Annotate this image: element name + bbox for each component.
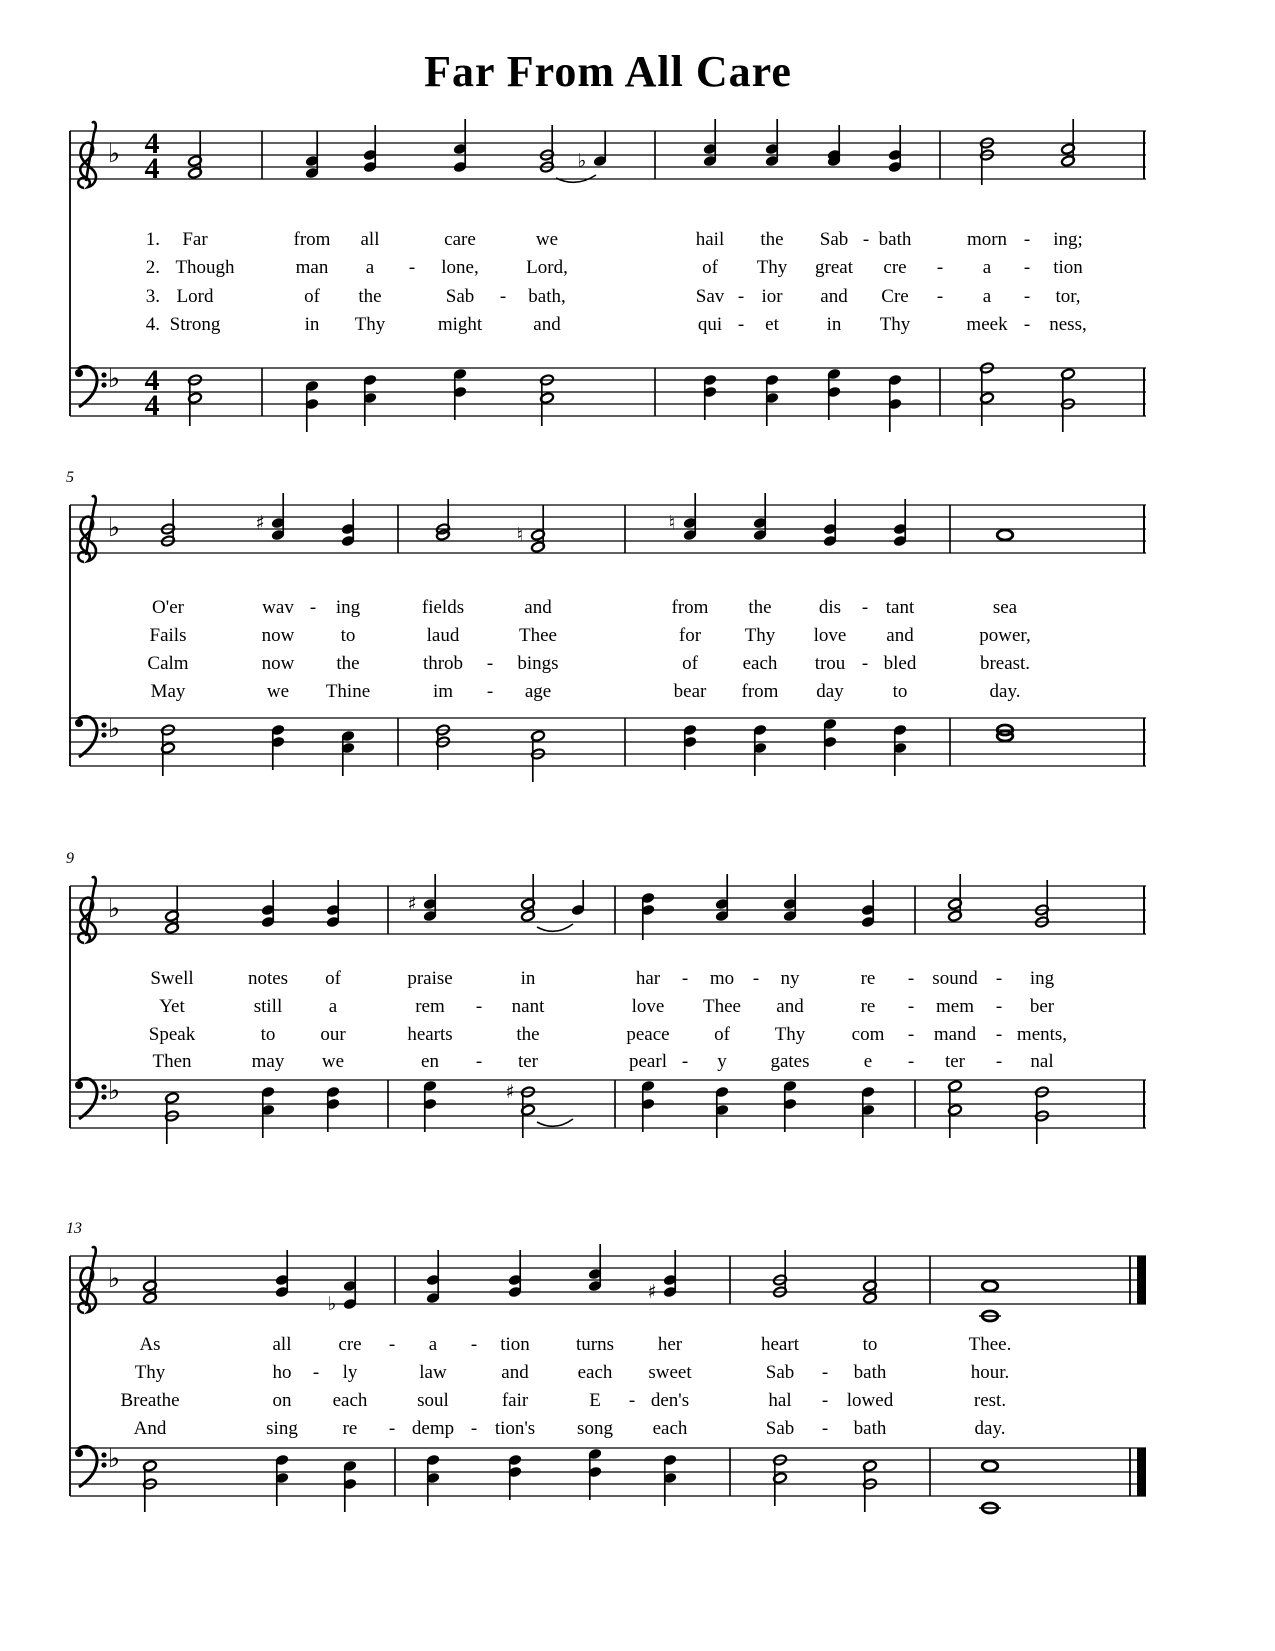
lyric-syllable: Fails bbox=[149, 625, 187, 646]
key-signature-flat: ♭ bbox=[107, 1076, 121, 1106]
lyric-syllable: - bbox=[737, 314, 745, 335]
lyric-syllable: ber bbox=[1029, 996, 1055, 1017]
lyric-syllable: mand bbox=[933, 1024, 977, 1045]
lyric-syllable: law bbox=[419, 1362, 447, 1383]
lyric-syllable: - bbox=[408, 257, 416, 278]
lyric-syllable: Far bbox=[182, 229, 208, 250]
lyric-syllable: hal bbox=[768, 1390, 792, 1411]
lyric-syllable: now bbox=[261, 653, 295, 674]
lyric-syllable: ho bbox=[272, 1362, 292, 1383]
lyric-syllable: May bbox=[150, 681, 186, 702]
lyric-syllable: to bbox=[892, 681, 908, 702]
lyric-syllable: - bbox=[821, 1418, 829, 1439]
svg-text:♯: ♯ bbox=[647, 1281, 657, 1303]
lyric-syllable: - bbox=[681, 1051, 689, 1072]
lyric-syllable: - bbox=[995, 968, 1003, 989]
lyric-syllable: each bbox=[577, 1362, 613, 1383]
lyric-syllable: her bbox=[657, 1334, 683, 1355]
lyric-syllable: of bbox=[325, 968, 341, 989]
lyric-syllable: - bbox=[752, 968, 760, 989]
page-title: Far From All Care bbox=[424, 47, 792, 96]
lyric-syllable: bath bbox=[853, 1362, 887, 1383]
lyric-syllable: turns bbox=[576, 1334, 614, 1355]
lyric-syllable: Lord, bbox=[526, 257, 568, 278]
lyric-syllable: - bbox=[475, 1051, 483, 1072]
lyric-syllable: y bbox=[717, 1051, 727, 1072]
lyric-syllable: ing bbox=[1029, 968, 1055, 989]
lyric-syllable: might bbox=[437, 314, 483, 335]
lyric-syllable: - bbox=[936, 286, 944, 307]
lyric-syllable: re bbox=[342, 1418, 358, 1439]
lyric-syllable: from bbox=[671, 597, 709, 618]
lyric-syllable: - bbox=[486, 681, 494, 702]
key-signature-flat: ♭ bbox=[107, 894, 121, 924]
lyric-syllable: laud bbox=[426, 625, 460, 646]
verse-number: 4. bbox=[145, 314, 160, 335]
lyric-syllable: Yet bbox=[159, 996, 185, 1017]
measure-number: 9 bbox=[66, 850, 74, 867]
time-signature: 4 bbox=[144, 364, 160, 397]
lyric-syllable: Thee bbox=[519, 625, 557, 646]
lyric-syllable: - bbox=[737, 286, 745, 307]
lyric-syllable: ing bbox=[335, 597, 361, 618]
lyric-syllable: fair bbox=[501, 1390, 529, 1411]
lyric-syllable: pearl bbox=[629, 1051, 667, 1072]
lyric-syllable: from bbox=[741, 681, 779, 702]
lyric-syllable: - bbox=[861, 653, 869, 674]
lyric-syllable: the bbox=[358, 286, 382, 307]
lyric-syllable: en bbox=[421, 1051, 439, 1072]
key-signature-flat: ♭ bbox=[107, 1444, 121, 1474]
lyric-syllable: tion's bbox=[494, 1418, 536, 1439]
lyric-syllable: sea bbox=[992, 597, 1018, 618]
lyric-syllable: nant bbox=[511, 996, 545, 1017]
lyric-syllable: Strong bbox=[169, 314, 221, 335]
lyric-syllable: - bbox=[907, 968, 915, 989]
lyric-syllable: Thy bbox=[774, 1024, 806, 1045]
lyric-syllable: to bbox=[260, 1024, 276, 1045]
lyric-syllable: Speak bbox=[148, 1024, 196, 1045]
lyric-syllable: a bbox=[428, 1334, 438, 1355]
lyric-syllable: love bbox=[813, 625, 847, 646]
lyric-syllable: - bbox=[995, 1051, 1003, 1072]
lyric-syllable: Though bbox=[175, 257, 235, 278]
lyric-syllable: har bbox=[635, 968, 661, 989]
time-signature: 4 bbox=[144, 389, 160, 422]
lyric-syllable: com bbox=[851, 1024, 885, 1045]
lyric-syllable: rem bbox=[415, 996, 445, 1017]
lyric-syllable: now bbox=[261, 625, 295, 646]
lyric-syllable: Thy bbox=[354, 314, 386, 335]
lyric-syllable: cre bbox=[883, 257, 907, 278]
lyric-syllable: - bbox=[475, 996, 483, 1017]
lyric-syllable: - bbox=[907, 1024, 915, 1045]
measure-number: 5 bbox=[66, 469, 74, 486]
lyric-syllable: - bbox=[312, 1362, 320, 1383]
lyric-syllable: from bbox=[293, 229, 331, 250]
lyric-syllable: a bbox=[365, 257, 375, 278]
lyric-syllable: nal bbox=[1030, 1051, 1054, 1072]
lyric-syllable: day. bbox=[974, 1418, 1006, 1439]
lyric-syllable: trou bbox=[814, 653, 846, 674]
lyric-syllable: in bbox=[826, 314, 842, 335]
lyric-syllable: And bbox=[133, 1418, 167, 1439]
lyric-syllable: re bbox=[860, 968, 876, 989]
lyric-syllable: tion bbox=[500, 1334, 530, 1355]
lyric-syllable: day bbox=[816, 681, 844, 702]
lyric-syllable: in bbox=[520, 968, 536, 989]
lyric-syllable: demp bbox=[411, 1418, 455, 1439]
lyric-syllable: and bbox=[776, 996, 804, 1017]
lyric-syllable: all bbox=[360, 229, 380, 250]
lyric-syllable: - bbox=[907, 996, 915, 1017]
svg-text:♯: ♯ bbox=[505, 1081, 515, 1103]
lyric-syllable: - bbox=[861, 597, 869, 618]
lyric-syllable: ter bbox=[517, 1051, 539, 1072]
lyric-syllable: we bbox=[321, 1051, 345, 1072]
lyric-syllable: Sab bbox=[765, 1418, 795, 1439]
lyric-syllable: the bbox=[760, 229, 784, 250]
lyric-syllable: and bbox=[501, 1362, 529, 1383]
lyric-syllable: hail bbox=[695, 229, 725, 250]
lyric-syllable: cre bbox=[338, 1334, 362, 1355]
lyric-syllable: - bbox=[628, 1390, 636, 1411]
lyric-syllable: - bbox=[1023, 314, 1031, 335]
lyric-syllable: Sab bbox=[819, 229, 849, 250]
lyric-syllable: et bbox=[765, 314, 779, 335]
time-signature: 4 bbox=[144, 152, 160, 185]
svg-text:♭: ♭ bbox=[577, 150, 587, 172]
svg-text:♯: ♯ bbox=[407, 893, 417, 915]
lyric-syllable: gates bbox=[770, 1051, 810, 1072]
lyric-syllable: breast. bbox=[979, 653, 1031, 674]
lyric-syllable: care bbox=[444, 229, 476, 250]
lyric-syllable: ing; bbox=[1053, 229, 1083, 250]
lyric-syllable: power, bbox=[979, 625, 1031, 646]
lyric-syllable: and bbox=[524, 597, 552, 618]
lyric-syllable: tant bbox=[885, 597, 915, 618]
lyric-syllable: of bbox=[682, 653, 698, 674]
lyric-syllable: to bbox=[862, 1334, 878, 1355]
lyric-syllable: ter bbox=[944, 1051, 966, 1072]
verse-number: 2. bbox=[145, 257, 160, 278]
lyric-syllable: on bbox=[272, 1390, 292, 1411]
lyric-syllable: rest. bbox=[973, 1390, 1007, 1411]
lyric-syllable: sing bbox=[266, 1418, 298, 1439]
lyric-syllable: Thee. bbox=[968, 1334, 1012, 1355]
lyric-syllable: we bbox=[535, 229, 559, 250]
lyric-syllable: sweet bbox=[648, 1362, 692, 1383]
lyric-syllable: Then bbox=[152, 1051, 192, 1072]
lyric-syllable: meek bbox=[966, 314, 1008, 335]
measure-number: 13 bbox=[66, 1220, 82, 1237]
lyric-syllable: each bbox=[652, 1418, 688, 1439]
lyric-syllable: lowed bbox=[846, 1390, 894, 1411]
lyric-syllable: bings bbox=[517, 653, 559, 674]
svg-text:♮: ♮ bbox=[668, 512, 676, 534]
lyric-syllable: of bbox=[304, 286, 320, 307]
lyric-syllable: Sab bbox=[445, 286, 475, 307]
lyric-syllable: - bbox=[499, 286, 507, 307]
lyric-syllable: mem bbox=[936, 996, 974, 1017]
svg-text:♭: ♭ bbox=[327, 1293, 337, 1315]
lyric-syllable: Thy bbox=[756, 257, 788, 278]
lyric-syllable: and bbox=[820, 286, 848, 307]
lyric-syllable: throb bbox=[422, 653, 464, 674]
lyric-syllable: bear bbox=[673, 681, 707, 702]
lyric-syllable: a bbox=[982, 257, 992, 278]
lyric-syllable: re bbox=[860, 996, 876, 1017]
lyric-syllable: Sab bbox=[765, 1362, 795, 1383]
lyric-syllable: Thy bbox=[879, 314, 911, 335]
lyric-syllable: the bbox=[336, 653, 360, 674]
lyric-syllable: still bbox=[253, 996, 283, 1017]
lyric-syllable: - bbox=[470, 1418, 478, 1439]
lyric-syllable: - bbox=[995, 996, 1003, 1017]
lyric-syllable: Thee bbox=[703, 996, 741, 1017]
lyric-syllable: Thy bbox=[744, 625, 776, 646]
lyric-syllable: the bbox=[748, 597, 772, 618]
lyric-syllable: we bbox=[266, 681, 290, 702]
lyric-syllable: all bbox=[272, 1334, 292, 1355]
lyric-syllable: ments, bbox=[1016, 1024, 1068, 1045]
lyric-syllable: - bbox=[388, 1334, 396, 1355]
lyric-syllable: e bbox=[863, 1051, 873, 1072]
lyric-syllable: - bbox=[1023, 229, 1031, 250]
lyric-syllable: Cre bbox=[881, 286, 909, 307]
verse-number: 3. bbox=[145, 286, 160, 307]
lyric-syllable: Breathe bbox=[120, 1390, 180, 1411]
lyric-syllable: - bbox=[388, 1418, 396, 1439]
svg-text:♯: ♯ bbox=[255, 512, 265, 534]
lyric-syllable: qui bbox=[697, 314, 723, 335]
lyric-syllable: Thine bbox=[325, 681, 371, 702]
lyric-syllable: bath bbox=[878, 229, 912, 250]
lyric-syllable: dis bbox=[818, 597, 842, 618]
lyric-syllable: ness, bbox=[1049, 314, 1087, 335]
lyric-syllable: notes bbox=[247, 968, 289, 989]
time-signature: 4 bbox=[144, 127, 160, 160]
lyric-syllable: - bbox=[486, 653, 494, 674]
lyric-syllable: den's bbox=[650, 1390, 690, 1411]
lyric-syllable: - bbox=[309, 597, 317, 618]
lyric-syllable: of bbox=[702, 257, 718, 278]
lyric-syllable: mo bbox=[709, 968, 735, 989]
lyric-syllable: ny bbox=[780, 968, 800, 989]
lyric-syllable: song bbox=[577, 1418, 613, 1439]
lyric-syllable: bled bbox=[883, 653, 917, 674]
lyric-syllable: of bbox=[714, 1024, 730, 1045]
lyric-syllable: may bbox=[251, 1051, 285, 1072]
lyric-syllable: ior bbox=[761, 286, 783, 307]
lyric-syllable: the bbox=[516, 1024, 540, 1045]
lyric-syllable: Sav bbox=[695, 286, 725, 307]
verse-number: 1. bbox=[145, 229, 160, 250]
lyric-syllable: As bbox=[139, 1334, 161, 1355]
lyric-syllable: each bbox=[742, 653, 778, 674]
lyric-syllable: - bbox=[1023, 286, 1031, 307]
lyric-syllable: sound bbox=[932, 968, 978, 989]
lyric-syllable: E bbox=[589, 1390, 601, 1411]
lyric-syllable: to bbox=[340, 625, 356, 646]
lyric-syllable: in bbox=[304, 314, 320, 335]
lyric-syllable: - bbox=[862, 229, 870, 250]
lyric-syllable: peace bbox=[626, 1024, 670, 1045]
lyric-syllable: bath, bbox=[528, 286, 566, 307]
lyric-syllable: man bbox=[295, 257, 329, 278]
key-signature-flat: ♭ bbox=[107, 139, 121, 169]
lyric-syllable: hour. bbox=[970, 1362, 1010, 1383]
lyric-syllable: Swell bbox=[150, 968, 194, 989]
lyric-syllable: fields bbox=[421, 597, 465, 618]
lyric-syllable: - bbox=[821, 1390, 829, 1411]
lyric-syllable: tion bbox=[1053, 257, 1083, 278]
lyric-syllable: hearts bbox=[407, 1024, 453, 1045]
lyric-syllable: - bbox=[936, 257, 944, 278]
lyric-syllable: great bbox=[815, 257, 853, 278]
lyric-syllable: praise bbox=[407, 968, 453, 989]
lyric-syllable: ly bbox=[342, 1362, 358, 1383]
lyric-syllable: wav bbox=[262, 597, 294, 618]
lyric-syllable: - bbox=[907, 1051, 915, 1072]
lyric-syllable: lone, bbox=[441, 257, 479, 278]
key-signature-flat: ♭ bbox=[107, 513, 121, 543]
lyric-syllable: Thy bbox=[134, 1362, 166, 1383]
lyric-syllable: a bbox=[328, 996, 338, 1017]
lyric-syllable: - bbox=[681, 968, 689, 989]
key-signature-flat: ♭ bbox=[107, 1264, 121, 1294]
lyric-syllable: - bbox=[995, 1024, 1003, 1045]
lyric-syllable: and bbox=[886, 625, 914, 646]
lyric-syllable: Calm bbox=[147, 653, 189, 674]
key-signature-flat: ♭ bbox=[107, 364, 121, 394]
lyric-syllable: for bbox=[678, 625, 702, 646]
lyric-syllable: soul bbox=[417, 1390, 449, 1411]
lyric-syllable: - bbox=[470, 1334, 478, 1355]
svg-text:♮: ♮ bbox=[516, 524, 524, 546]
lyric-syllable: each bbox=[332, 1390, 368, 1411]
lyric-syllable: - bbox=[821, 1362, 829, 1383]
lyric-syllable: im bbox=[432, 681, 454, 702]
lyric-syllable: our bbox=[320, 1024, 346, 1045]
lyric-syllable: day. bbox=[989, 681, 1021, 702]
lyric-syllable: a bbox=[982, 286, 992, 307]
lyric-syllable: morn bbox=[966, 229, 1008, 250]
lyric-syllable: O'er bbox=[152, 597, 184, 618]
lyric-syllable: and bbox=[533, 314, 561, 335]
lyric-syllable: Lord bbox=[176, 286, 214, 307]
lyric-syllable: tor, bbox=[1055, 286, 1081, 307]
lyric-syllable: bath bbox=[853, 1418, 887, 1439]
lyric-syllable: love bbox=[631, 996, 665, 1017]
lyric-syllable: - bbox=[1023, 257, 1031, 278]
key-signature-flat: ♭ bbox=[107, 714, 121, 744]
lyric-syllable: age bbox=[524, 681, 552, 702]
lyric-syllable: heart bbox=[761, 1334, 799, 1355]
